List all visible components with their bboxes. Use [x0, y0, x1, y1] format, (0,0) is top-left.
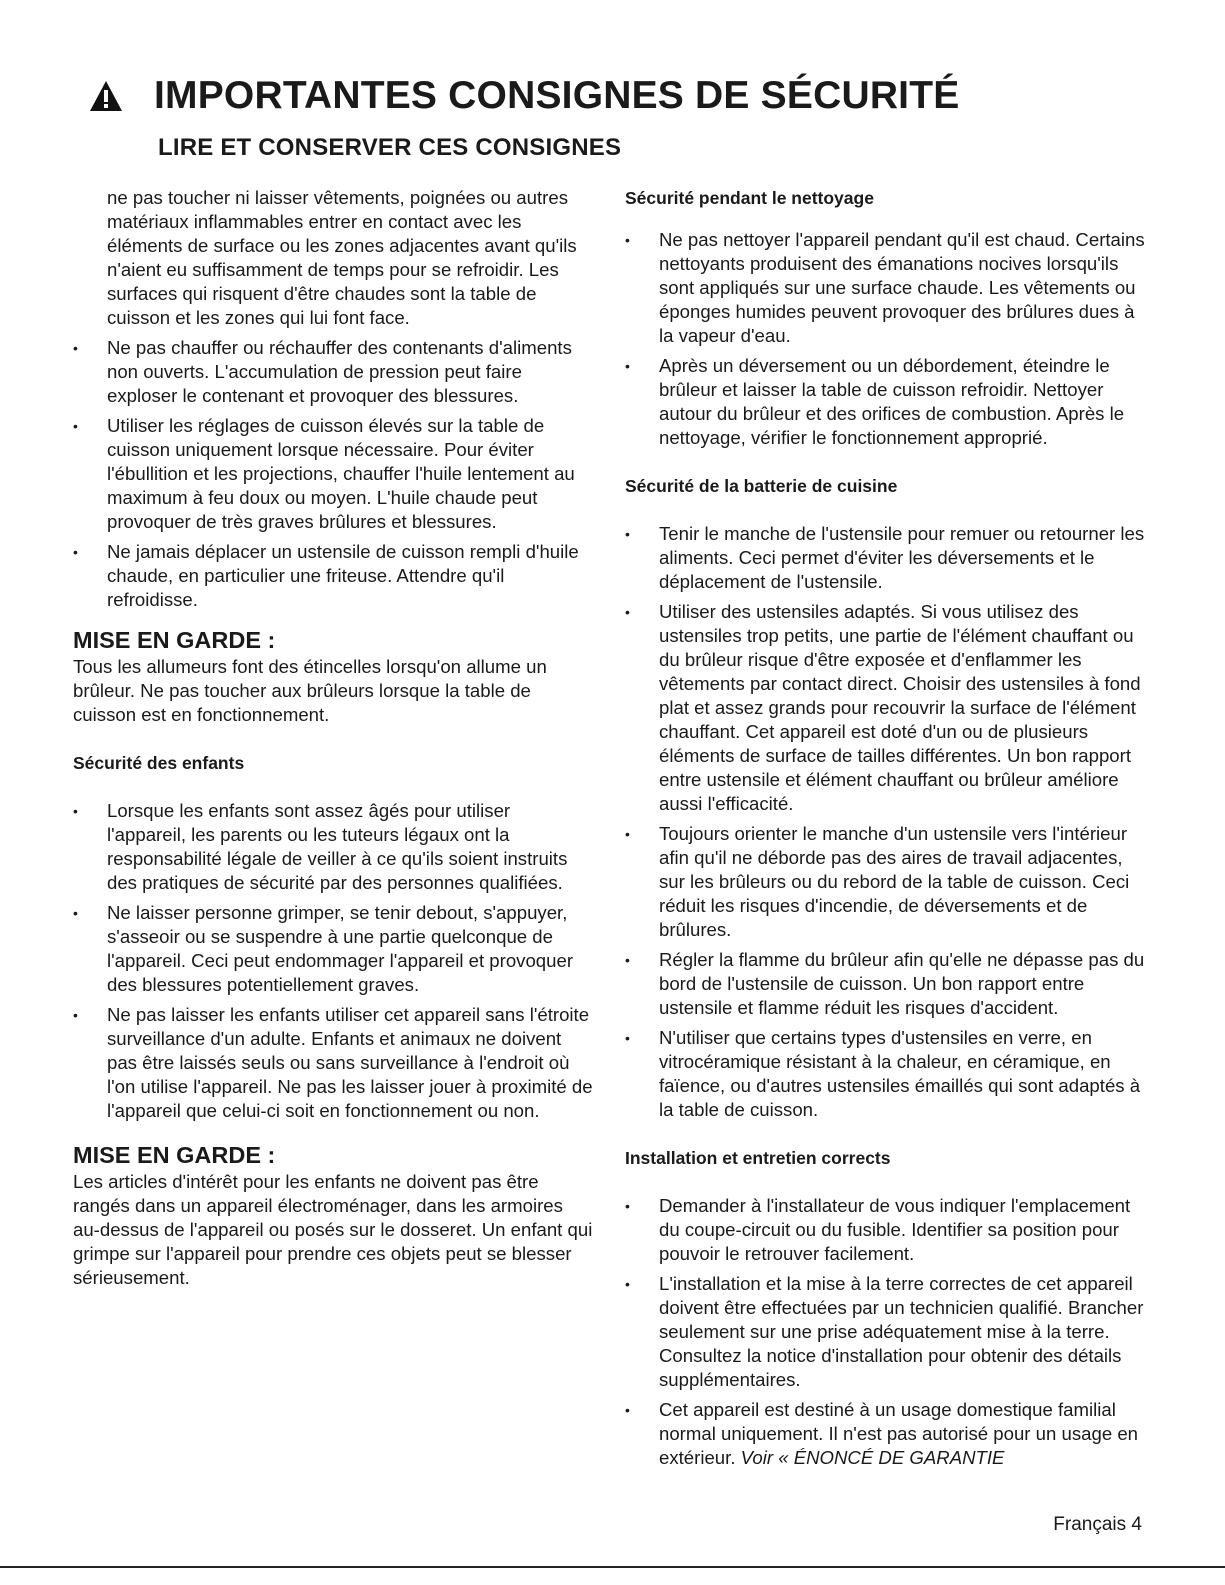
list-item: • Ne pas chauffer ou réchauffer des contenants d'aliments non ouverts. L'accumulation de pression peut faire exploser le contenant et provoquer des blessures.	[73, 336, 593, 408]
cleaning-safety-list	[625, 228, 1153, 450]
list-item: • Toujours orienter le manche d'un ustensile vers l'intérieur afin qu'il ne déborde pas des aires de travail adjacentes, sur les brûleurs ou du rebord de la table de cuisson. Ceci réduit les risques d'incendie, de déversements et de brûlures.	[625, 822, 1153, 942]
child-safety-heading: Sécurité des enfants	[73, 753, 245, 773]
list-item: • Demander à l'installateur de vous indiquer l'emplacement du coupe-circuit ou du fusible. Identifier sa position pour pouvoir le retrouver facilement.	[625, 1194, 1153, 1266]
list-item: • N'utiliser que certains types d'ustensiles en verre, en vitrocéramique résistant à la chaleur, en céramique, en faïence, ou d'autres ustensiles émaillés qui sont adaptés à la table de cuisson.	[625, 1026, 1153, 1122]
caution-text: Les articles d'intérêt pour les enfants ne doivent pas être rangés dans un appareil électroménager, dans les armoires au-dessus de l'appareil ou posés sur le dosseret. Un enfant qui grimpe sur l'appareil pour prendre ces objets peut se blesser sérieusement.	[73, 1171, 593, 1288]
warning-triangle-icon	[88, 79, 124, 113]
installation-heading: Installation et entretien corrects	[625, 1148, 891, 1168]
title-row	[88, 74, 959, 118]
list-item: • Ne pas nettoyer l'appareil pendant qu'il est chaud. Certains nettoyants produisent des émanations nocives lorsqu'ils sont appliqués sur une surface chaude. Les vêtements ou éponges humides peuvent provoquer des brûlures dues à la vapeur d'eau.	[625, 228, 1153, 348]
list-item: • Régler la flamme du brûleur afin qu'elle ne dépasse pas du bord de l'ustensile de cuisson. Un bon rapport entre ustensile et flamme réduit les risques d'accident.	[625, 948, 1153, 1020]
right-column	[625, 186, 1153, 1476]
installation-list	[625, 1194, 1153, 1470]
list-item: • Ne jamais déplacer un ustensile de cuisson rempli d'huile chaude, en particulier une friteuse. Attendre qu'il refroidisse.	[73, 540, 593, 612]
caution-text: Tous les allumeurs font des étincelles lorsqu'on allume un brûleur. Ne pas toucher aux brûleurs lorsque la table de cuisson est en fonctionnement.	[73, 656, 547, 725]
page-subtitle: LIRE ET CONSERVER CES CONSIGNES	[158, 134, 622, 161]
list-item: • Utiliser les réglages de cuisson élevés sur la table de cuisson uniquement lorsque nécessaire. Pour éviter l'ébullition et les projections, chauffer l'huile lentement au maximum à feu doux ou moyen. L'huile chaude peut provoquer de très graves brûlures et blessures.	[73, 414, 593, 534]
list-item: • Tenir le manche de l'ustensile pour remuer ou retourner les aliments. Ceci permet d'éviter les déversements et le déplacement de l'ustensile.	[625, 522, 1153, 594]
list-item: • Utiliser des ustensiles adaptés. Si vous utilisez des ustensiles trop petits, une partie de l'élément chauffant ou du brûleur risque d'être exposée et d'enflammer les vêtements par contact direct. Choisir des ustensiles à fond plat et assez grands pour recouvrir la surface de l'élément chauffant. Cet appareil est doté d'un ou de plusieurs éléments de surface de tailles différentes. Un bon rapport entre ustensile et élément chauffant ou brûleur améliore aussi l'efficacité.	[625, 600, 1153, 816]
left-column	[73, 186, 593, 1290]
cookware-safety-heading: Sécurité de la batterie de cuisine	[625, 476, 898, 496]
general-safety-list	[73, 336, 593, 612]
list-item: • Ne pas laisser les enfants utiliser cet appareil sans l'étroite surveillance d'un adulte. Enfants et animaux ne doivent pas être laissés seuls ou sans surveillance à l'endroit où l'on utilise l'appareil. Ne pas les laisser jouer à proximité de l'appareil que celui-ci soit en fonctionnement ou non.	[73, 1003, 593, 1123]
cleaning-safety-heading: Sécurité pendant le nettoyage	[625, 188, 874, 208]
caution-heading: MISE EN GARDE :	[73, 627, 276, 653]
warranty-reference: Voir « ÉNONCÉ DE GARANTIE	[740, 1447, 1005, 1468]
bottom-rule	[0, 1566, 1225, 1568]
page-title: IMPORTANTES CONSIGNES DE SÉCURITÉ	[154, 74, 960, 117]
caution-heading: MISE EN GARDE :	[73, 1142, 276, 1168]
list-item-text: Cet appareil est destiné à un usage domestique familial normal uniquement. Il n'est pas autorisé pour un usage en extérieur.	[659, 1399, 1139, 1468]
list-item	[625, 1398, 1153, 1470]
page-header	[88, 74, 959, 118]
page-number: Français 4	[1053, 1514, 1142, 1535]
child-safety-list	[73, 799, 593, 1123]
list-item: • Ne laisser personne grimper, se tenir debout, s'appuyer, s'asseoir ou se suspendre à une partie quelconque de l'appareil. Ceci peut endommager l'appareil et provoquer des blessures potentiellement graves.	[73, 901, 593, 997]
continued-paragraph: ne pas toucher ni laisser vêtements, poignées ou autres matériaux inflammables entrer en contact avec les éléments de surface ou les zones adjacentes avant qu'ils n'aient eu suffisamment de temps pour se refroidir. Les surfaces qui risquent d'être chaudes sont la table de cuisson et les zones qui lui font face.	[107, 187, 577, 328]
cookware-safety-list	[625, 522, 1153, 1122]
list-item: • Après un déversement ou un débordement, éteindre le brûleur et laisser la table de cuisson refroidir. Nettoyer autour du brûleur et des orifices de combustion. Après le nettoyage, vérifier le fonctionnement approprié.	[625, 354, 1153, 450]
list-item: • L'installation et la mise à la terre correctes de cet appareil doivent être effectuées par un technicien qualifié. Brancher seulement sur une prise adéquatement mise à la terre. Consultez la notice d'installation pour obtenir des détails supplémentaires.	[625, 1272, 1153, 1392]
list-item: • Lorsque les enfants sont assez âgés pour utiliser l'appareil, les parents ou les tuteurs légaux ont la responsabilité légale de veiller à ce qu'ils soient instruits des pratiques de sécurité par des personnes qualifiées.	[73, 799, 593, 895]
